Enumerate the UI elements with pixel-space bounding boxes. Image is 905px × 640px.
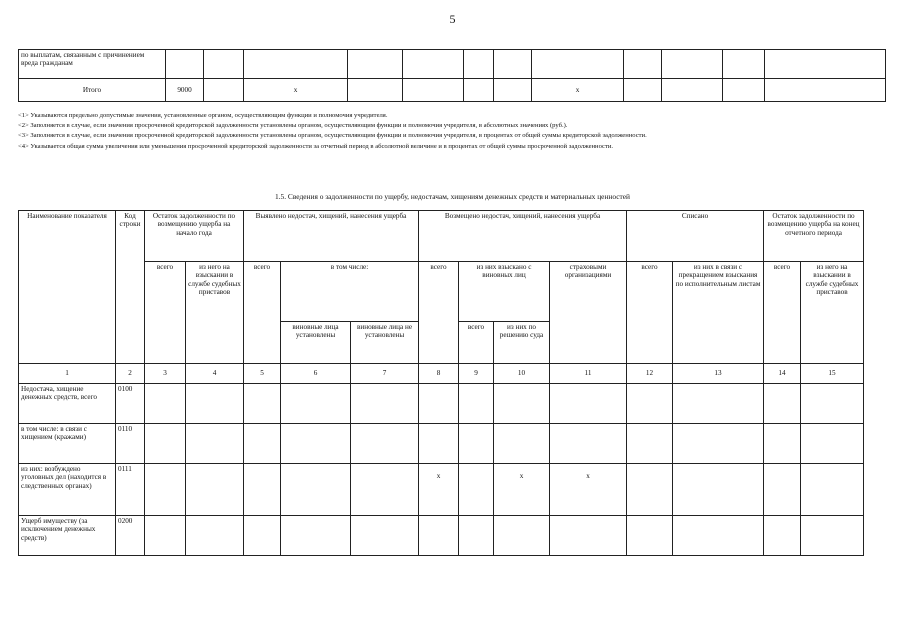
header-insurance: страховыми организациями: [550, 262, 627, 364]
row-name: из них: возбуждено уголовных дел (находится в следственных органах): [19, 464, 116, 516]
header-total: всего: [459, 322, 494, 364]
x-mark: х: [550, 464, 627, 516]
header-incl: в том числе:: [281, 262, 419, 322]
x-mark: х: [494, 464, 550, 516]
page-number: 5: [449, 12, 456, 26]
itogo-x-mark: х: [532, 79, 624, 102]
header-written-off: Списано: [627, 211, 764, 262]
header-total: всего: [419, 262, 459, 364]
column-number: 8: [419, 364, 459, 384]
header-row: [19, 211, 864, 262]
table-row: [19, 464, 864, 516]
row-label: по выплатам, связанным с причинением вреда гражданам: [19, 50, 166, 79]
damage-table: [18, 210, 864, 556]
itogo-x-mark: х: [244, 79, 348, 102]
header-row: [19, 262, 864, 322]
column-number: 2: [116, 364, 145, 384]
column-number: 14: [764, 364, 801, 384]
column-number: 3: [145, 364, 186, 384]
row-name: в том числе: в связи с хищением (кражами): [19, 424, 116, 464]
column-number: 6: [281, 364, 351, 384]
section-title: 1.5. Сведения о задолженности по ущербу, недостачам, хищениям денежных средств и материальных ценностей: [275, 192, 630, 201]
top-table-row: [19, 50, 886, 79]
row-code: 0100: [116, 384, 145, 424]
table-row: [19, 516, 864, 556]
row-code: 0110: [116, 424, 145, 464]
column-number: 1: [19, 364, 116, 384]
header-guilty-not-found: виновные лица не установлены: [351, 322, 419, 364]
column-number: 10: [494, 364, 550, 384]
header-guilty-found: виновные лица установлены: [281, 322, 351, 364]
footnote: <2> Заполняется в случае, если значения просроченной кредиторской задолженности установлены органом, осуществляющим функции и полномочия учредителя, в абсолютных значениях (руб.).: [18, 122, 568, 130]
column-number: 9: [459, 364, 494, 384]
column-number: 13: [673, 364, 764, 384]
footnote: <3> Заполняется в случае, если значения просроченной кредиторской задолженности установлены органом, осуществляющим функции и полномочия учредителя, в процентах от общей суммы кредиторской задолженности.: [18, 132, 647, 140]
column-number: 15: [801, 364, 864, 384]
x-mark: х: [419, 464, 459, 516]
header-total: всего: [627, 262, 673, 364]
footnote: <1> Указываются предельно допустимые значения, установленные органом, осуществляющим функции и полномочия учредителя.: [18, 112, 388, 119]
header-total: всего: [145, 262, 186, 364]
column-number: 12: [627, 364, 673, 384]
table-row: [19, 424, 864, 464]
header-name: Наименование показателя: [19, 211, 116, 364]
header-by-court: из них по решению суда: [494, 322, 550, 364]
footnotes: [18, 111, 888, 152]
row-name: Недостача, хищение денежных средств, всего: [19, 384, 116, 424]
row-code: 0111: [116, 464, 145, 516]
table-row: [19, 384, 864, 424]
footnote: <4> Указывается общая сумма увеличения или уменьшения просроченной кредиторской задолженности за отчетный период в абсолютной величине и в процентах от общей суммы просроченной задолженности.: [18, 142, 614, 150]
header-end-balance: Остаток задолженности по возмещению ущерба на конец отчетного периода: [764, 211, 864, 262]
itogo-code: 9000: [166, 79, 204, 102]
header-incl-bailiff: из него на взыскании в службе судебных приставов: [186, 262, 244, 364]
column-number: 5: [244, 364, 281, 384]
header-reimbursed: Возмещено недостач, хищений, нанесения ущерба: [419, 211, 627, 262]
column-number: 7: [351, 364, 419, 384]
itogo-label: Итого: [19, 79, 166, 102]
header-from-guilty: из них взыскано с виновных лиц: [459, 262, 550, 322]
header-detected: Выявлено недостач, хищений, нанесения ущерба: [244, 211, 419, 262]
row-code: 0200: [116, 516, 145, 556]
header-code: Код строки: [116, 211, 145, 364]
header-start-balance: Остаток задолженности по возмещению ущерба на начало года: [145, 211, 244, 262]
column-number: 4: [186, 364, 244, 384]
column-number: 11: [550, 364, 627, 384]
header-end-incl-bailiff: из него на взыскании в службе судебных приставов: [801, 262, 864, 364]
row-name: Ущерб имуществу (за исключением денежных средств): [19, 516, 116, 556]
header-writeoff-reason: из них в связи с прекращением взыскания по исполнительным листам: [673, 262, 764, 364]
column-number-row: [19, 364, 864, 384]
itogo-row: [19, 79, 886, 102]
header-total: всего: [764, 262, 801, 364]
header-total: всего: [244, 262, 281, 364]
top-table: [18, 49, 886, 102]
